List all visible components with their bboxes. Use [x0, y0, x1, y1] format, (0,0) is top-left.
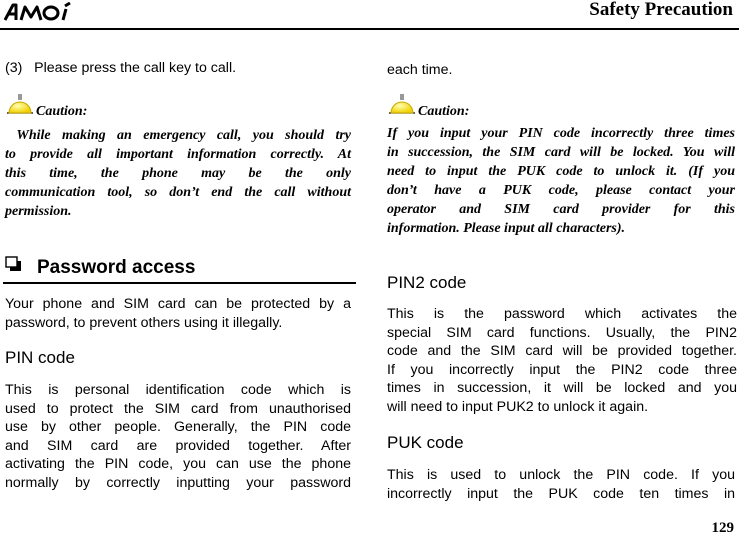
caution-line: operator and SIM card provider for this: [387, 202, 735, 217]
pin2-code-heading: PIN2 code: [387, 273, 467, 292]
text-line: normally by correctly inputting your password: [5, 474, 351, 491]
pin2-code-body: [387, 305, 737, 416]
caution-line: While making an emergency call, you should try: [5, 128, 352, 143]
caution-text-right: [387, 124, 735, 238]
pin-code-body: [5, 381, 351, 492]
text-line: If you incorrectly input the PIN2 code three: [387, 361, 737, 378]
brand-text: AMOI: [3, 21, 6, 22]
page-header-title: Safety Precaution: [589, 0, 733, 20]
amoi-logo: [3, 2, 71, 22]
text-line: code and the SIM card will be provided together.: [387, 343, 737, 359]
caution-line: communication tool, so don’t end the call without: [5, 185, 351, 200]
text-line: activating the PIN code, you can use the phone: [5, 456, 351, 472]
caution-line: permission.: [5, 204, 72, 219]
caution-line: in succession, the SIM card will be locked. You will: [387, 145, 735, 160]
password-intro: [5, 295, 351, 332]
header-divider: [0, 28, 739, 30]
text-line: password, to prevent others using it illegally.: [5, 314, 283, 331]
text-line: This is personal identification code which is: [5, 382, 351, 398]
text-line: use by other people. Generally, the PIN code: [5, 419, 351, 435]
caution-line: don’t have a PUK code, please contact your: [387, 183, 735, 198]
caution-line: If you input your PIN code incorrectly three times: [387, 126, 735, 141]
caution-label: Caution:: [36, 104, 88, 119]
text-line: times in succession, it will be locked and you: [387, 380, 737, 396]
caution-line: information. Please input all characters).: [387, 221, 626, 236]
text-line: and SIM card are provided together. After: [5, 437, 351, 454]
step-3-text: (3) Please press the call key to call.: [5, 60, 237, 76]
text-line: special SIM card functions. Usually, the PIN2: [387, 324, 737, 341]
text-line: Your phone and SIM card can be protected by a: [5, 296, 351, 312]
pin-code-heading: PIN code: [5, 348, 75, 367]
text-line: used to protect the SIM card from unauthorised: [5, 400, 351, 417]
caution-line: need to input the PUK code to unlock it. (If you: [387, 164, 735, 179]
caution-text-left: [5, 126, 351, 221]
text-line: will need to input PUK2 to unlock it again.: [387, 398, 649, 415]
caution-bulb-icon: [387, 91, 417, 115]
caution-line: to provide all important information correctly. At: [5, 147, 351, 162]
puk-code-heading: PUK code: [387, 433, 464, 452]
page-number: 129: [711, 520, 734, 536]
caution-label: Caution:: [418, 104, 470, 119]
section-title-password-access: Password access: [37, 257, 196, 278]
continuation-text: each time.: [387, 62, 453, 78]
text-line: incorrectly input the PUK code ten times in: [387, 485, 735, 502]
puk-code-body: [387, 466, 735, 503]
text-line: This is used to unlock the PIN code. If you: [387, 467, 735, 483]
caution-bulb-icon: [5, 91, 35, 115]
section-bullet-icon: [5, 256, 23, 272]
text-line: This is the password which activates the: [387, 306, 737, 322]
section-divider: [3, 282, 356, 284]
caution-line: this time, the phone may be the only: [5, 166, 351, 181]
